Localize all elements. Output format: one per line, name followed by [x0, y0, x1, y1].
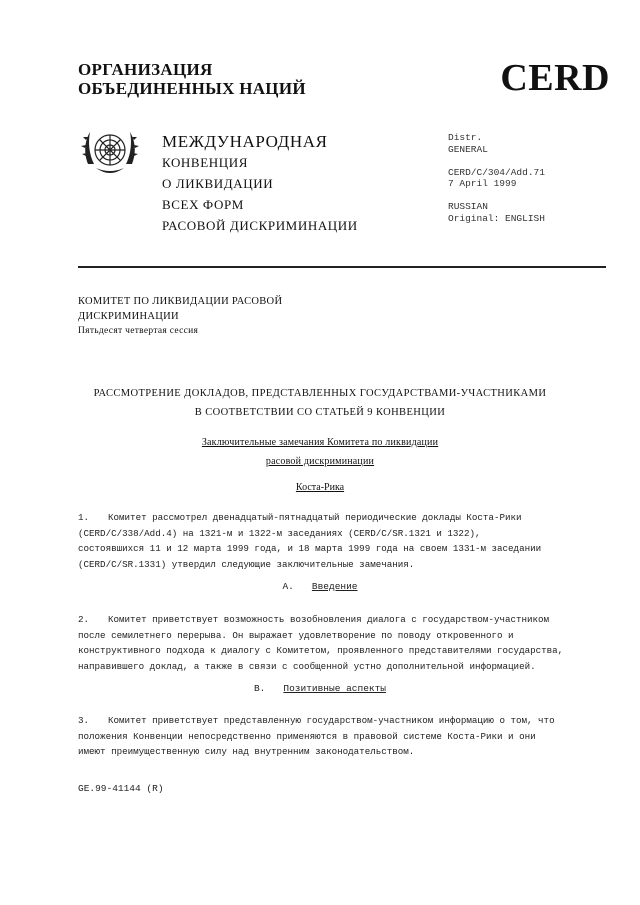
distribution-value: GENERAL — [448, 143, 488, 155]
convention-line-1: МЕЖДУНАРОДНАЯ — [162, 132, 328, 151]
paragraph-line: Комитет рассмотрел двенадцатый-пятнадцатый периодические доклады Коста-Рики — [108, 512, 522, 523]
country-heading — [60, 482, 580, 493]
committee-line-2: ДИСКРИМИНАЦИИ — [78, 311, 179, 322]
paragraph-line: состоявшихся 11 и 12 марта 1999 года, и 18 марта 1999 года на своем 1331-м заседании — [78, 543, 542, 554]
org-line-2: ОБЪЕДИНЕННЫХ НАЦИЙ — [78, 79, 306, 98]
paragraph-2 — [78, 612, 598, 674]
committee-block — [78, 294, 282, 339]
paragraph-line: (CERD/C/SR.1331) утвердил следующие заключительные замечания. — [78, 558, 415, 570]
document-language: RUSSIAN — [448, 201, 488, 212]
subtitle-line-2: расовой дискриминации — [265, 456, 375, 467]
paragraph-number: 3. — [78, 715, 90, 726]
subtitle — [60, 433, 580, 471]
organization-name — [78, 60, 306, 98]
section-letter: A. — [282, 581, 294, 592]
section-title: Позитивные аспекты — [283, 683, 387, 694]
convention-title — [162, 131, 358, 236]
convention-line-3: О ЛИКВИДАЦИИ — [162, 176, 274, 191]
section-a-heading — [60, 581, 580, 592]
document-symbol-cerd: CERD — [500, 57, 610, 99]
main-title-line-1: РАССМОТРЕНИЕ ДОКЛАДОВ, ПРЕДСТАВЛЕННЫХ ГОСУДАРСТВАМИ-УЧАСТНИКАМИ — [93, 388, 547, 399]
convention-line-2: КОНВЕНЦИЯ — [162, 155, 248, 170]
original-language: Original: ENGLISH — [448, 212, 545, 224]
convention-line-5: РАСОВОЙ ДИСКРИМИНАЦИИ — [162, 218, 358, 233]
un-emblem-icon — [78, 120, 142, 184]
paragraph-line: Комитет приветствует возможность возобновления диалога с государством-участником — [108, 614, 550, 625]
subtitle-line-1: Заключительные замечания Комитета по ликвидации — [201, 437, 439, 448]
country-name: Коста-Рика — [295, 482, 345, 493]
paragraph-line: имеют преимущественную силу над внутренним законодательством. — [78, 746, 415, 757]
section-title: Введение — [311, 581, 358, 592]
committee-line-1: КОМИТЕТ ПО ЛИКВИДАЦИИ РАСОВОЙ — [78, 296, 283, 307]
section-letter: B. — [253, 683, 266, 694]
paragraph-line: (CERD/C/338/Add.4) на 1321-м и 1322-м заседаниях (CERD/C/SR.1321 и 1322), — [78, 527, 481, 539]
paragraph-line: после семилетнего перерыва. Он выражает удовлетворение по поводу откровенного и — [78, 629, 514, 641]
session-name: Пятьдесят четвертая сессия — [78, 326, 199, 336]
paragraph-number: 2. — [78, 614, 90, 625]
main-title-line-2: В СООТВЕТСТВИИ СО СТАТЬЕЙ 9 КОНВЕНЦИИ — [194, 407, 446, 418]
paragraph-line: Комитет приветствует представленную государством-участником информацию о том, что — [108, 715, 555, 726]
paragraph-3 — [78, 713, 598, 760]
paragraph-line: направившего доклад, а также в связи с сообщенной устно дополнительной информацией. — [78, 660, 536, 672]
paragraph-1 — [78, 510, 598, 572]
paragraph-line: положения Конвенции непосредственно применяются в правовой системе Коста-Рики и они — [78, 730, 536, 742]
paragraph-line: конструктивного подхода к диалогу с Комитетом, проявленного представителями государства, — [78, 645, 564, 656]
paragraph-number: 1. — [78, 512, 90, 523]
document-date: 7 April 1999 — [448, 178, 517, 189]
section-b-heading — [60, 683, 580, 694]
org-line-1: ОРГАНИЗАЦИЯ — [78, 60, 213, 79]
main-title — [60, 384, 580, 422]
document-info — [448, 132, 545, 224]
header-divider — [78, 266, 606, 268]
document-number: CERD/C/304/Add.71 — [448, 166, 545, 178]
distribution-label: Distr. — [448, 132, 483, 143]
convention-line-4: ВСЕХ ФОРМ — [162, 197, 244, 212]
document-footer-code: GE.99-41144 (R) — [78, 783, 164, 794]
